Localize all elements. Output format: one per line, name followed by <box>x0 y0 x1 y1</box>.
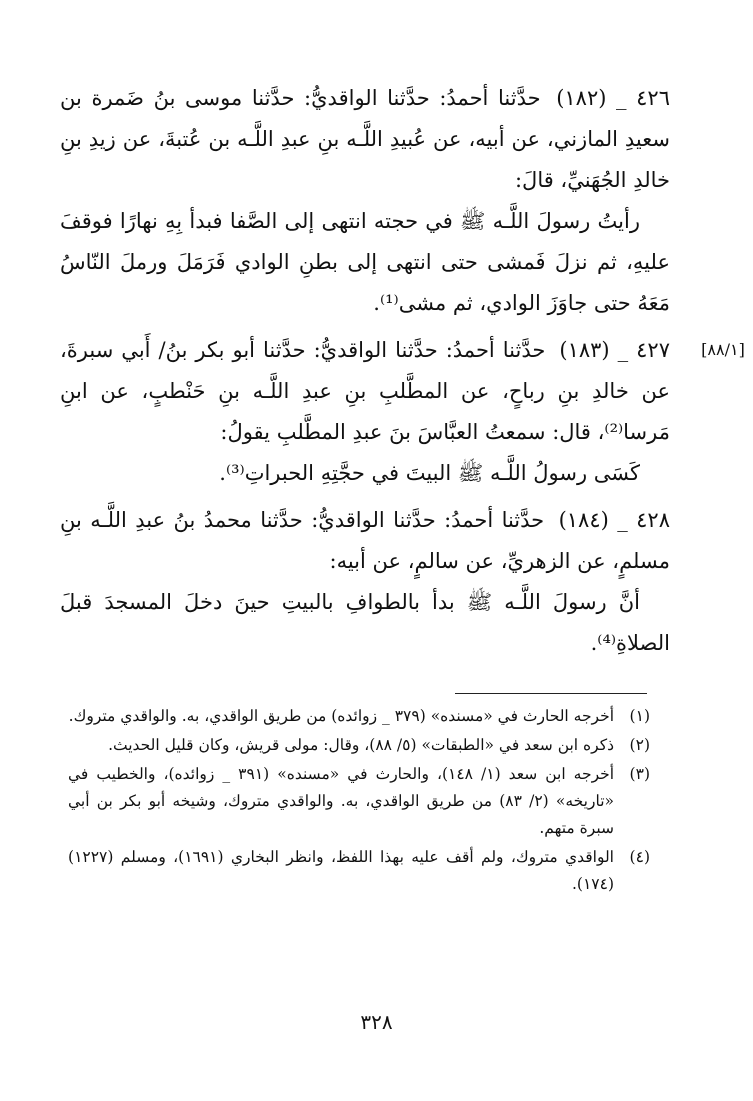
footnote-3 <box>68 761 650 842</box>
hadith-matn: كَسَى رسولُ اللَّـه ﷺ البيتَ في حجَّتِهِ الحبراتِ⁽³⁾. <box>219 461 640 485</box>
footnote-text: أخرجه ابن سعد (١/ ١٤٨)، والحارث في «مسنده» (٣٩١ _ زوائده)، والخطيب في «تاريخه» (٢/ ٨٣) من طريق الواقدي، به. والواقدي متروك، وشيخه أبو بكر بن أبي سبرة متهم. <box>68 765 615 837</box>
hadith-isnad: حدَّثنا أحمدُ: حدَّثنا الواقديُّ: حدَّثنا محمدُ بنُ عبدِ اللَّـه بنِ مسلمٍ، عن الزهريِّ، عن سالمٍ، عن أبيه: <box>60 508 670 573</box>
footnote-number: (٢) <box>629 736 650 754</box>
footnote-2 <box>68 732 650 759</box>
footnote-number: (٣) <box>629 765 650 783</box>
footnote-text: ذكره ابن سعد في «الطبقات» (٥/ ٨٨)، وقال: مولى قريش، وكان قليل الحديث. <box>108 736 614 754</box>
hadith-number: ٤٢٦ _ (١٨٢) <box>556 86 670 110</box>
hadith-isnad: حدَّثنا أحمدُ: حدَّثنا الواقديُّ: حدَّثنا موسى بنُ ضَمرة بن سعيدِ المازني، عن أبيه، عن عُبيدِ اللَّـه بنِ عبدِ اللَّـه بن عُتبةَ، عن زيدِ بنِ خالدِ الجُهَنيِّ، قالَ: <box>60 86 670 192</box>
hadith-428 <box>60 500 670 664</box>
footnote-1 <box>68 703 650 730</box>
hadith-matn: رأيتُ رسولَ اللَّـه ﷺ في حجته انتهى إلى الصَّفا فبدأ بِهِ نهارًا فوقفَ عليهِ، ثم نزلَ فَمشى حتى انتهى إلى بطنِ الوادي فَرَمَلَ ورملَ النّاسُ مَعَهُ حتى جاوَزَ الوادي، ثم مشى⁽¹⁾. <box>60 209 670 315</box>
main-text <box>60 78 670 670</box>
footnote-text: الواقدي متروك، ولم أقف عليه بهذا اللفظ، وانظر البخاري (١٦٩١)، ومسلم (١٢٢٧) (١٧٤). <box>68 848 614 893</box>
hadith-number: ٤٢٨ _ (١٨٤) <box>558 508 670 532</box>
marginal-reference: [٨٨/١] <box>701 340 745 359</box>
hadith-isnad: حدَّثنا أحمدُ: حدَّثنا الواقديُّ: حدَّثنا أبو بكر بنُ/ أَبي سبرةَ، عن خالدِ بنِ رباحٍ، عن المطَّلبِ بنِ عبدِ اللَّـه بنِ حَنْطبٍ، عن ابنِ مَرسا⁽²⁾، قال: سمعتُ العبَّاسَ بنَ عبدِ المطَّلبِ يقولُ: <box>60 338 670 444</box>
footnote-divider <box>455 693 647 694</box>
footnote-number: (٤) <box>629 848 650 866</box>
footnote-4 <box>68 844 650 898</box>
footnotes <box>68 703 650 900</box>
hadith-number: ٤٢٧ _ (١٨٣) <box>559 338 670 362</box>
footnote-text: أخرجه الحارث في «مسنده» (٣٧٩ _ زوائده) من طريق الواقدي، به. والواقدي متروك. <box>68 707 614 725</box>
hadith-427 <box>60 330 670 494</box>
footnote-number: (١) <box>629 707 650 725</box>
hadith-matn: أنَّ رسولَ اللَّـه ﷺ بدأ بالطوافِ بالبيتِ حينَ دخلَ المسجدَ قبلَ الصلاةِ⁽⁴⁾. <box>60 590 670 655</box>
hadith-426 <box>60 78 670 324</box>
page-number: ٣٢٨ <box>360 1010 393 1034</box>
